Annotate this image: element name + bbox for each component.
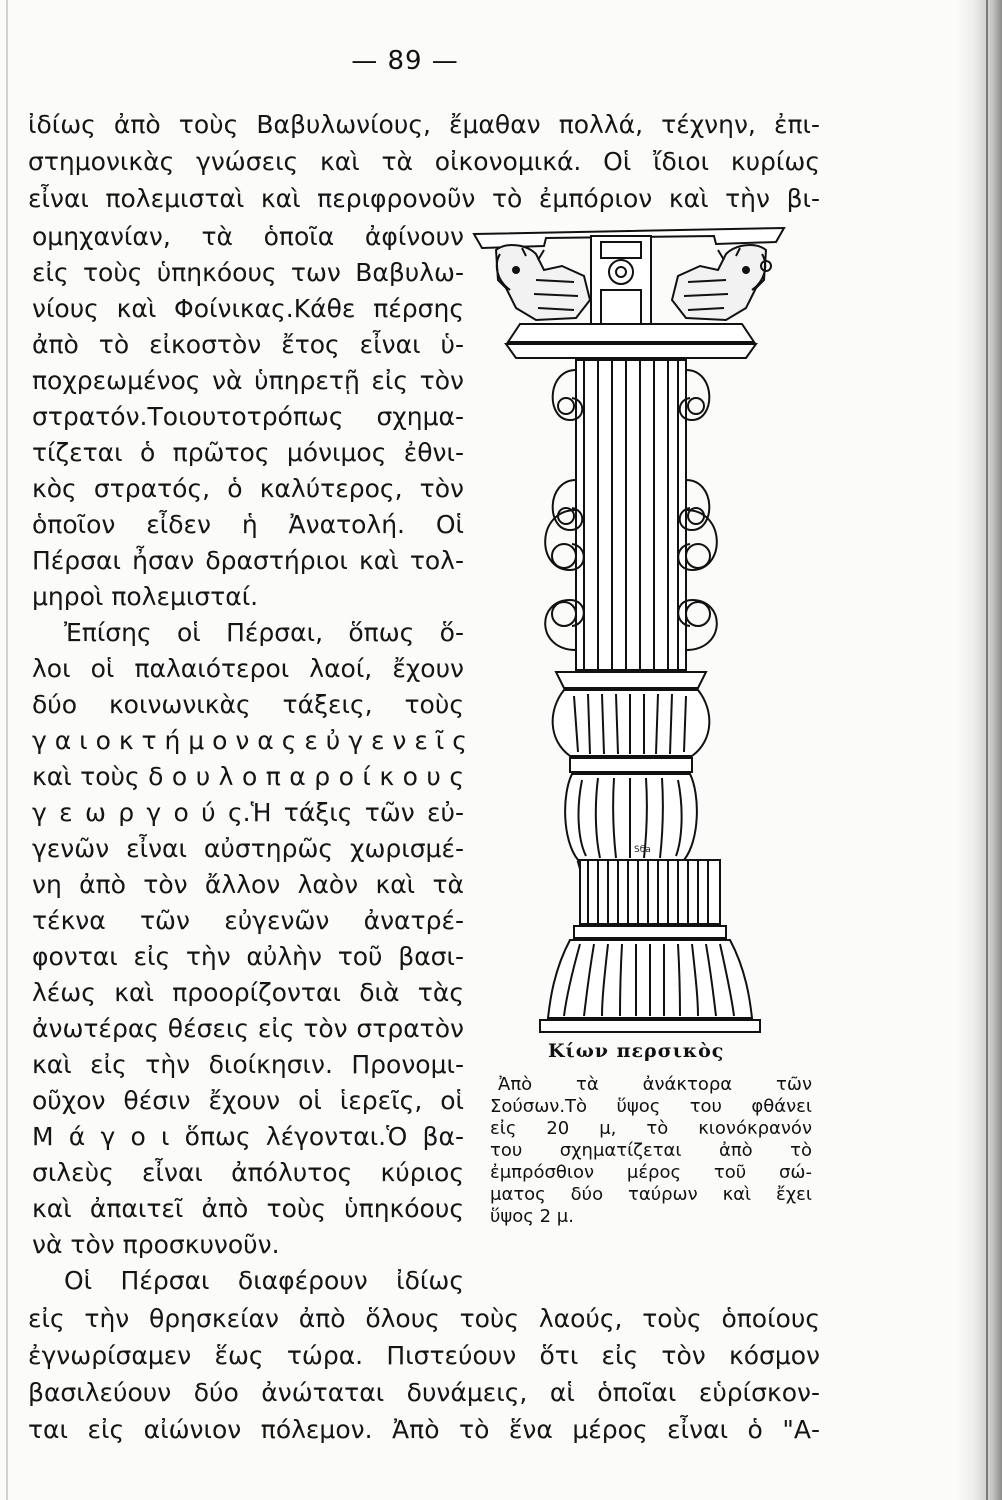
engraver-mark: Sба: [634, 845, 651, 855]
text-line: ἀνωτέρας θέσεις εἰς τὸν στρατὸν: [32, 1014, 464, 1043]
text-line: βασιλεύουν δύο ἀνώταται δυνάμεις, αἱ ὁποῖαι εὑρίσκον-: [28, 1378, 820, 1407]
text-line: καὶ τοὺς δ ο υ λ ο π α ρ ο ί κ ο υ ς: [32, 762, 464, 791]
text-line: εἰς τοὺς ὑπηκόους των Βαβυλω-: [32, 258, 464, 287]
text-line: ται εἰς αἰώνιον πόλεμον. Ἀπὸ τὸ ἕνα μέρος εἶναι ὁ "Α-: [28, 1415, 820, 1444]
text-line: λοι οἱ παλαιότεροι λαοί, ἔχουν: [32, 654, 464, 683]
bull-capital-icon: [474, 228, 784, 358]
text-line: νίους καὶ Φοίνικας.Κάθε πέρσης: [32, 294, 464, 323]
text-line: εἰς τὴν θρησκείαν ἀπὸ ὅλους τοὺς λαούς, τοὺς ὁποίους: [28, 1304, 820, 1333]
text-line: τίζεται ὁ πρῶτος μόνιμος ἐθνι-: [32, 438, 464, 467]
text-line: νὰ τὸν προσκυνοῦν.: [32, 1230, 280, 1259]
text-line: ἀπὸ τὸ εἰκοστὸν ἔτος εἶναι ὑ-: [32, 330, 464, 359]
figure-title: Κίων περσικὸς: [548, 1040, 725, 1062]
text-line: λέως καὶ προορίζονται διὰ τὰς: [32, 978, 464, 1007]
text-line: ὁποῖον εἶδεν ἡ Ἀνατολή. Οἱ: [32, 510, 464, 539]
text-line: σιλεὺς εἶναι ἀπόλυτος κύριος: [32, 1158, 464, 1187]
volute-section-icon: [545, 360, 717, 670]
text-line: ποχρεωμένος νὰ ὑπηρετῇ εἰς τὸν: [32, 366, 464, 395]
text-line: Μ ά γ ο ι ὅπως λέγονται.Ὁ βα-: [32, 1122, 464, 1151]
text-line: οῦχον θέσιν ἔχουν οἱ ἱερεῖς, οἱ: [32, 1086, 464, 1115]
page-number: — 89 —: [351, 46, 459, 76]
figure-caption-line: του σχηματίζεται ἀπὸ τὸ: [490, 1140, 812, 1161]
text-line: δύο κοινωνικὰς τάξεις, τοὺς: [32, 690, 464, 719]
text-line: ομηχανίαν, τὰ ὁποῖα ἀφίνουν: [32, 222, 464, 251]
figure-caption-line: εἰς 20 μ, τὸ κιονόκρανόν: [490, 1118, 812, 1139]
paragraph-start: Ἐπίσης οἱ Πέρσαι, ὅπως ὅ-: [64, 618, 464, 647]
page-left-edge: [6, 0, 8, 1500]
text-line: γ α ι ο κ τ ή μ ο ν α ς ε ὐ γ ε ν ε ῖ ς: [32, 726, 467, 755]
text-line: ἰδίως ἀπὸ τοὺς Βαβυλωνίους, ἔμαθαν πολλά, τέχνην, ἐπι-: [28, 110, 820, 139]
text-line: γενῶν εἶναι αὐστηρῶς χωρισμέ-: [32, 834, 464, 863]
text-line: Πέρσαι ἦσαν δραστήριοι καὶ τολ-: [32, 546, 464, 575]
text-line: καὶ εἰς τὴν διοίκησιν. Προνομι-: [32, 1050, 464, 1079]
column-base-illustration: [530, 840, 770, 1040]
text-line: ἐγνωρίσαμεν ἕως τώρα. Πιστεύουν ὅτι εἰς τὸν κόσμον: [28, 1341, 820, 1370]
text-line: τέκνα τῶν εὐγενῶν ἀνατρέ-: [32, 906, 464, 935]
paragraph-start: Οἱ Πέρσαι διαφέρουν ἰδίως: [64, 1266, 464, 1295]
text-line: εἶναι πολεμισταὶ καὶ περιφρονοῦν τὸ ἐμπόριον καὶ τὴν βι-: [28, 184, 820, 213]
page-edge-line: [986, 0, 988, 1500]
page-edge-shadow: [956, 0, 1002, 1500]
text-line: νη ἀπὸ τὸν ἄλλον λαὸν καὶ τὰ: [32, 870, 464, 899]
figure-caption-line: ὕψος 2 μ.: [490, 1206, 574, 1227]
text-line: στημονικὰς γνώσεις καὶ τὰ οἰκονομικά. Οἱ ἴδιοι κυρίως: [28, 147, 820, 176]
text-line: καὶ ἀπαιτεῖ ἀπὸ τοὺς ὑπηκόους: [32, 1194, 464, 1223]
text-line: στρατόν.Τοιουτοτρόπως σχημα-: [32, 402, 464, 431]
text-line: γ ε ω ρ γ ο ύ ς.Ἡ τάξις τῶν εὐ-: [32, 798, 464, 827]
text-line: φονται εἰς τὴν αὐλὴν τοῦ βασι-: [32, 942, 464, 971]
figure-caption-line: Σούσων.Τὸ ὕψος του φθάνει: [490, 1096, 812, 1117]
figure-caption-line: ματος δύο ταύρων καὶ ἔχει: [490, 1184, 812, 1205]
text-line: μηροὶ πολεμισταί.: [32, 582, 259, 611]
figure-caption-line: ἐμπρόσθιον μέρος τοῦ σώ-: [490, 1162, 812, 1183]
text-line: κὸς στρατός, ὁ καλύτερος, τὸν: [32, 474, 464, 503]
figure-caption-line: Ἀπὸ τὰ ἀνάκτορα τῶν: [498, 1074, 812, 1095]
